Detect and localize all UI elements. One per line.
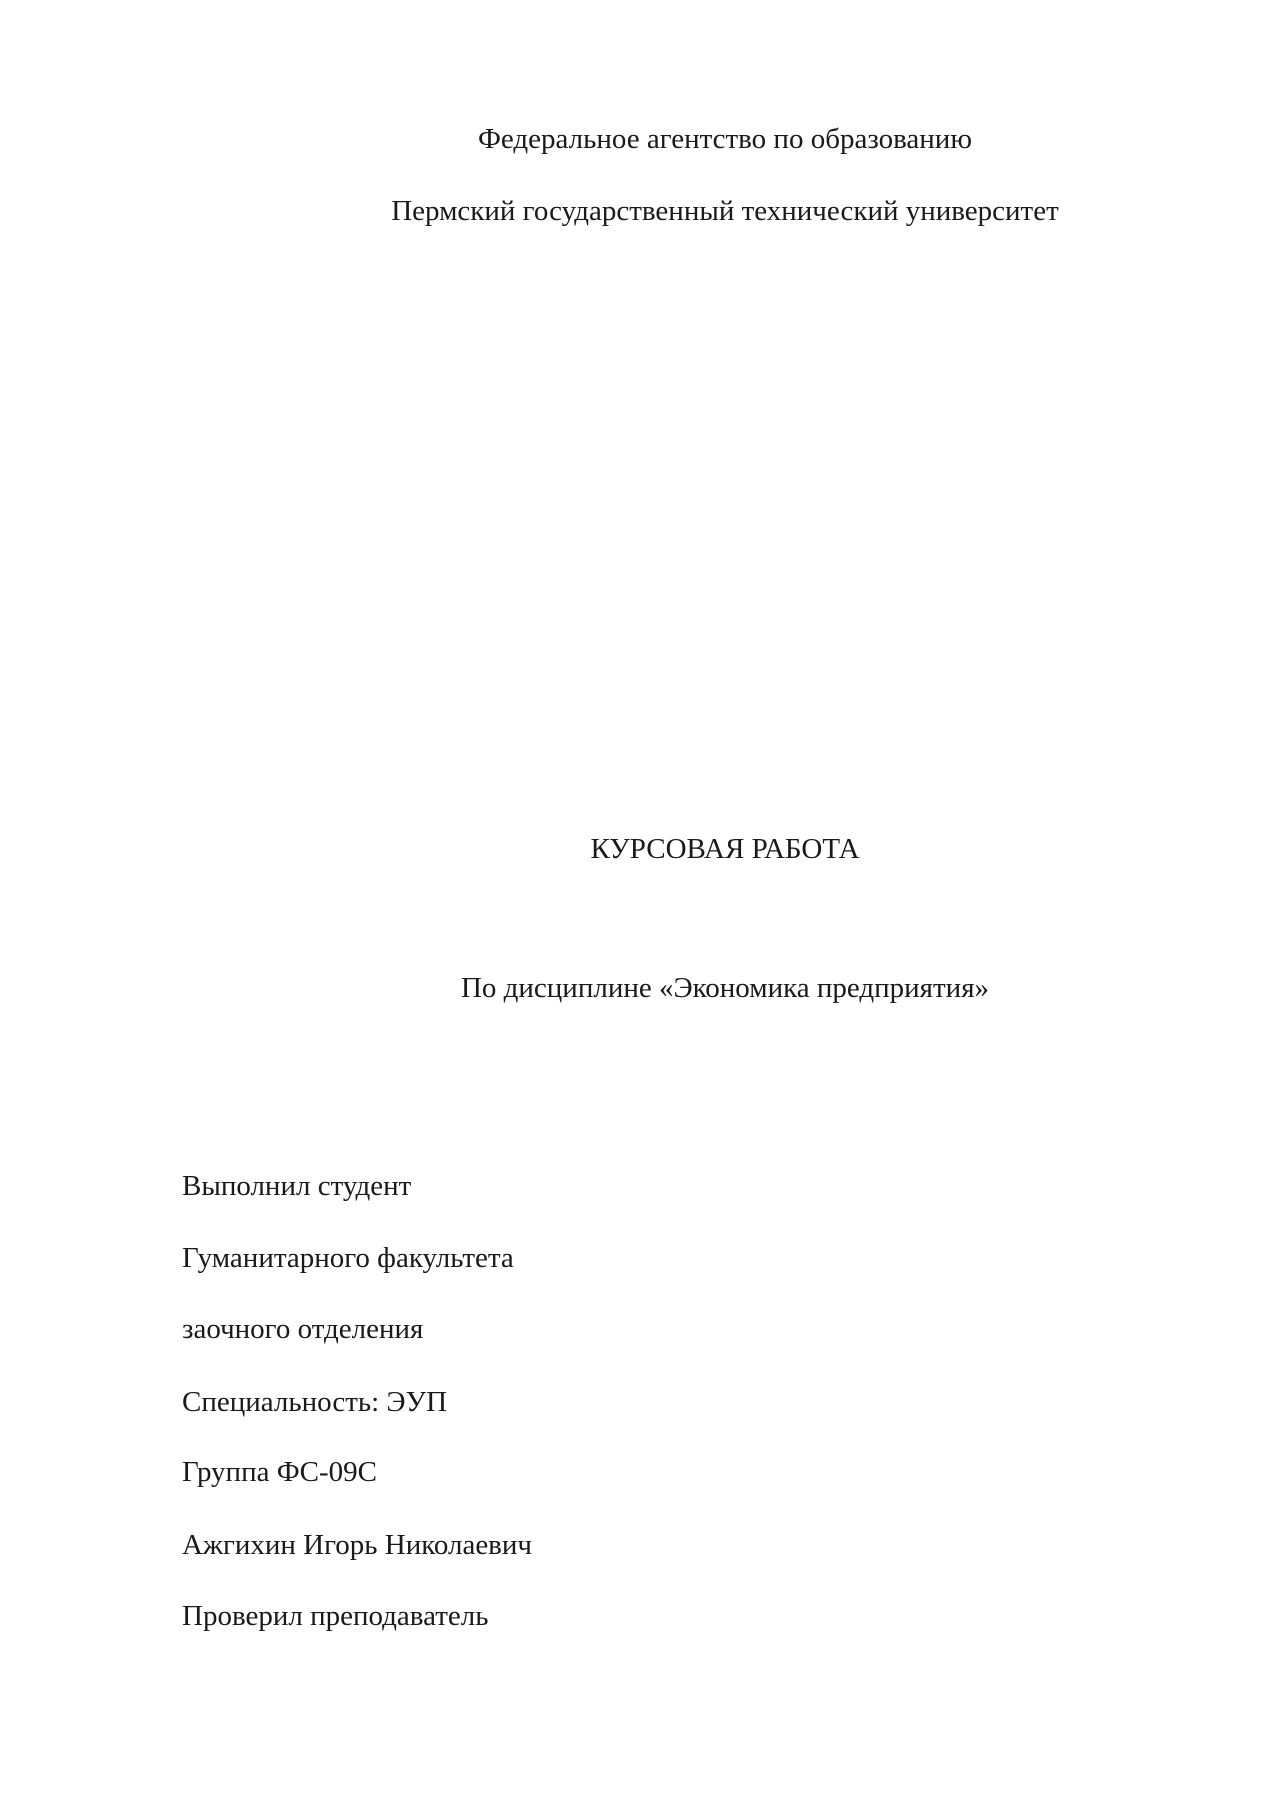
work-type-title: КУРСОВАЯ РАБОТА bbox=[590, 833, 860, 865]
university-name: Пермский государственный технический университет bbox=[391, 195, 1059, 227]
group-line: Группа ФС-09С bbox=[182, 1456, 377, 1488]
agency-name: Федеральное агентство по образованию bbox=[477, 123, 972, 155]
student-name: Ажгихин Игорь Николаевич bbox=[182, 1529, 532, 1561]
checked-by-label: Проверил преподаватель bbox=[182, 1600, 489, 1632]
specialty-line: Специальность: ЭУП bbox=[182, 1386, 448, 1418]
faculty-line: Гуманитарного факультета bbox=[182, 1242, 514, 1274]
discipline-line: По дисциплине «Экономика предприятия» bbox=[460, 972, 990, 1004]
department-line: заочного отделения bbox=[182, 1313, 424, 1345]
performed-by-label: Выполнил студент bbox=[182, 1170, 412, 1202]
